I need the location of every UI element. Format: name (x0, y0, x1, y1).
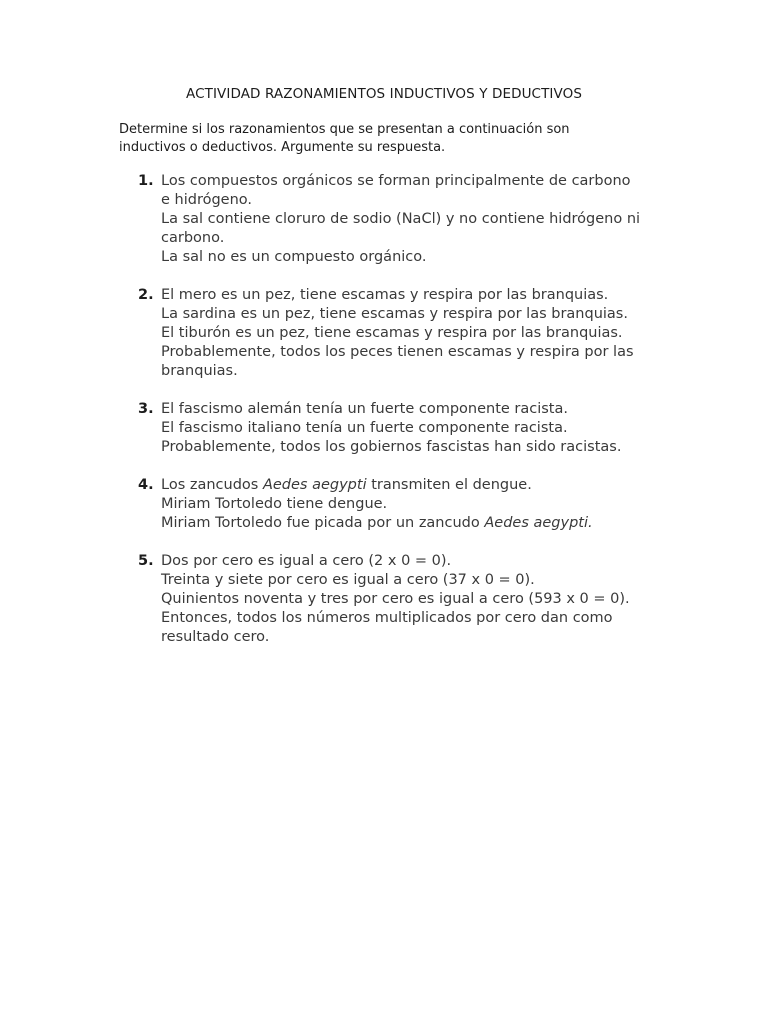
item-line: Quinientos noventa y tres por cero es igual a cero (593 x 0 = 0). (161, 591, 630, 607)
item-text: Miriam Tortoledo fue picada por un zancudo (161, 515, 485, 531)
item-number: 3. (138, 401, 154, 417)
reasoning-item-2 (138, 286, 658, 381)
instructions-paragraph (119, 121, 639, 157)
item-line: La sal no es un compuesto orgánico. (161, 249, 427, 265)
item-line: Probablemente, todos los peces tienen escamas y respira por las (161, 344, 634, 360)
item-line: Probablemente, todos los gobiernos fascistas han sido racistas. (161, 439, 622, 455)
item-line: El mero es un pez, tiene escamas y respira por las branquias. (161, 287, 609, 303)
document-title: ACTIVIDAD RAZONAMIENTOS INDUCTIVOS Y DEDUCTIVOS (186, 86, 582, 102)
item-line: La sal contiene cloruro de sodio (NaCl) y no contiene hidrógeno ni (161, 211, 641, 227)
species-name: Aedes aegypti. (484, 515, 593, 531)
item-line: Dos por cero es igual a cero (2 x 0 = 0). (161, 553, 452, 569)
item-line: resultado cero. (161, 629, 270, 645)
item-line: carbono. (161, 230, 225, 246)
species-name: Aedes aegypti (262, 477, 367, 493)
item-line: e hidrógeno. (161, 192, 253, 208)
item-line: El tiburón es un pez, tiene escamas y respira por las branquias. (161, 325, 623, 341)
item-line: Los compuestos orgánicos se forman principalmente de carbono (161, 173, 631, 189)
item-line: Miriam Tortoledo tiene dengue. (161, 496, 388, 512)
reasoning-list (138, 172, 658, 666)
item-line: Entonces, todos los números multiplicados por cero dan como (161, 610, 613, 626)
item-text: transmiten el dengue. (366, 477, 532, 493)
item-line (161, 514, 658, 533)
reasoning-item-4 (138, 476, 658, 533)
item-line: El fascismo italiano tenía un fuerte componente racista. (161, 420, 568, 436)
item-line: branquias. (161, 363, 238, 379)
instructions-line: inductivos o deductivos. Argumente su respuesta. (119, 140, 446, 155)
item-line: Treinta y siete por cero es igual a cero (37 x 0 = 0). (161, 572, 535, 588)
item-number: 1. (138, 173, 154, 189)
reasoning-item-1 (138, 172, 658, 267)
item-line: La sardina es un pez, tiene escamas y respira por las branquias. (161, 306, 628, 322)
item-line: El fascismo alemán tenía un fuerte componente racista. (161, 401, 568, 417)
reasoning-item-3 (138, 400, 658, 457)
item-text: Los zancudos (161, 477, 263, 493)
reasoning-item-5 (138, 552, 658, 647)
item-number: 2. (138, 287, 154, 303)
item-number: 4. (138, 477, 154, 493)
item-line (161, 476, 658, 495)
item-number: 5. (138, 553, 154, 569)
instructions-line: Determine si los razonamientos que se presentan a continuación son (119, 122, 570, 137)
